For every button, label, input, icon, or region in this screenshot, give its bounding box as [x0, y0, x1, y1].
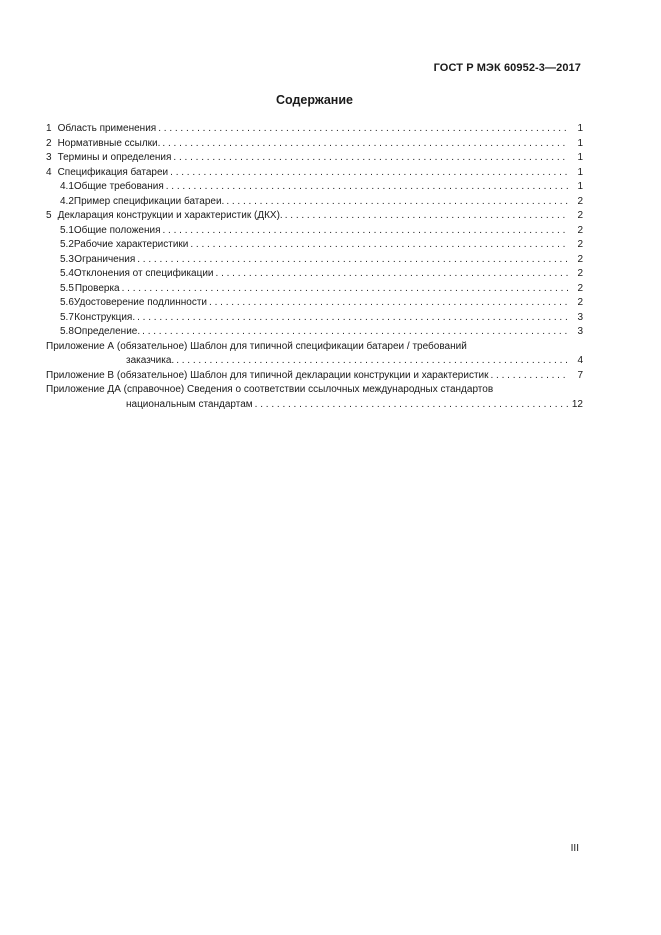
toc-entry-5-7[interactable] — [46, 311, 583, 326]
dot-leader — [122, 282, 568, 297]
toc-entry-page: 2 — [577, 239, 583, 250]
toc-entry-title: Нормативные ссылки. — [57, 137, 161, 149]
toc-entry-number: 5.4 — [60, 268, 74, 279]
toc-entry-title: Пример спецификации батареи. — [73, 195, 225, 207]
dot-leader — [162, 137, 568, 152]
toc-entry-5-2[interactable] — [46, 238, 583, 253]
toc-entry-page: 2 — [577, 297, 583, 308]
toc-annex-da-page: 12 — [571, 398, 583, 410]
table-of-contents — [46, 122, 583, 412]
toc-annex-b[interactable] — [46, 369, 583, 384]
toc-entry-page: 1 — [577, 166, 583, 178]
toc-annex-a-line1[interactable] — [46, 340, 583, 355]
toc-annex-da-line2[interactable] — [46, 398, 583, 413]
toc-entry-page: 1 — [577, 123, 583, 134]
toc-entry-4[interactable] — [46, 166, 583, 181]
toc-entry-number: 4.1 — [60, 181, 74, 192]
toc-entry-5[interactable] — [46, 209, 583, 224]
toc-entry-page: 1 — [577, 181, 583, 192]
toc-entry-page: 2 — [577, 210, 583, 221]
toc-entry-4-1[interactable] — [46, 180, 583, 195]
toc-entry-3[interactable] — [46, 151, 583, 166]
toc-entry-title: Отклонения от спецификации — [73, 268, 214, 279]
toc-entry-number: 5.3 — [60, 253, 74, 265]
toc-entry-number: 5.1 — [60, 224, 74, 236]
toc-entry-title: Конструкция. — [74, 311, 136, 323]
toc-entry-number: 5.7 — [60, 311, 74, 323]
toc-entry-1[interactable] — [46, 122, 583, 137]
toc-entry-page: 2 — [577, 253, 583, 265]
toc-entry-2[interactable] — [46, 137, 583, 152]
toc-entry-5-8[interactable] — [46, 325, 583, 340]
document-code: ГОСТ Р МЭК 60952-3—2017 — [433, 62, 581, 74]
toc-entry-number: 4.2 — [60, 195, 74, 207]
toc-entry-title: Декларация конструкции и характеристик (ДКХ). — [57, 210, 283, 221]
dot-leader — [158, 122, 568, 137]
toc-entry-page: 3 — [577, 311, 583, 323]
dot-leader — [142, 325, 568, 340]
toc-entry-page: 1 — [577, 137, 583, 149]
toc-entry-title: Рабочие характеристики — [73, 239, 189, 250]
toc-entry-page: 2 — [577, 224, 583, 236]
toc-entry-title: Область применения — [57, 123, 157, 134]
dot-leader — [176, 354, 568, 369]
toc-annex-a-page: 4 — [577, 355, 583, 366]
toc-entry-title: Общие требования — [73, 181, 164, 192]
toc-entry-number: 2 — [46, 137, 52, 149]
toc-entry-5-4[interactable] — [46, 267, 583, 282]
toc-entry-title: Определение. — [74, 326, 141, 337]
toc-entry-page: 2 — [577, 195, 583, 207]
toc-entry-number: 5.5 — [60, 282, 74, 294]
toc-entry-number: 4 — [46, 166, 52, 178]
dot-leader — [137, 311, 568, 326]
dot-leader — [166, 180, 568, 195]
dot-leader — [491, 369, 569, 384]
toc-annex-a-title: Приложение А (обязательное) Шаблон для типичной спецификации батареи / требований — [46, 340, 467, 352]
dot-leader — [216, 267, 568, 282]
toc-entry-5-5[interactable] — [46, 282, 583, 297]
toc-annex-b-page: 7 — [577, 369, 583, 381]
dot-leader — [209, 296, 568, 311]
toc-entry-number: 3 — [46, 152, 52, 163]
toc-entry-number: 1 — [46, 123, 52, 134]
page-number: III — [570, 843, 579, 854]
toc-entry-title: Ограничения — [74, 253, 136, 265]
toc-entry-5-6[interactable] — [46, 296, 583, 311]
toc-entry-page: 2 — [577, 268, 583, 279]
toc-annex-da-title: Приложение ДА (справочное) Сведения о соответствии ссылочных международных стандартов — [46, 384, 494, 395]
toc-entry-4-2[interactable] — [46, 195, 583, 210]
dot-leader — [163, 224, 569, 239]
toc-annex-da-line1[interactable] — [46, 383, 583, 398]
dot-leader — [170, 166, 568, 181]
toc-annex-a-title-cont: заказчика. — [126, 355, 175, 366]
toc-entry-title: Термины и определения — [57, 152, 172, 163]
toc-entry-title: Общие положения — [73, 224, 161, 236]
dot-leader — [190, 238, 568, 253]
toc-entry-title: Проверка — [74, 282, 120, 294]
toc-entry-page: 1 — [577, 152, 583, 163]
dot-leader — [255, 398, 568, 413]
toc-entry-5-3[interactable] — [46, 253, 583, 268]
toc-entry-page: 2 — [577, 282, 583, 294]
dot-leader — [285, 209, 568, 224]
dot-leader — [226, 195, 568, 210]
toc-entry-title: Спецификация батареи — [57, 166, 169, 178]
toc-entry-number: 5.6 — [60, 297, 74, 308]
toc-entry-number: 5.2 — [60, 239, 74, 250]
dot-leader — [173, 151, 568, 166]
toc-entry-number: 5 — [46, 210, 52, 221]
toc-entry-5-1[interactable] — [46, 224, 583, 239]
dot-leader — [137, 253, 568, 268]
toc-entry-number: 5.8 — [60, 326, 74, 337]
page-title: Содержание — [275, 93, 353, 107]
toc-annex-a-line2[interactable] — [46, 354, 583, 369]
toc-annex-b-title: Приложение В (обязательное) Шаблон для типичной декларации конструкции и характеристик — [46, 369, 489, 381]
toc-entry-title: Удостоверение подлинности — [73, 297, 208, 308]
toc-entry-page: 3 — [577, 326, 583, 337]
toc-annex-da-title-cont: национальным стандартам — [126, 398, 253, 410]
